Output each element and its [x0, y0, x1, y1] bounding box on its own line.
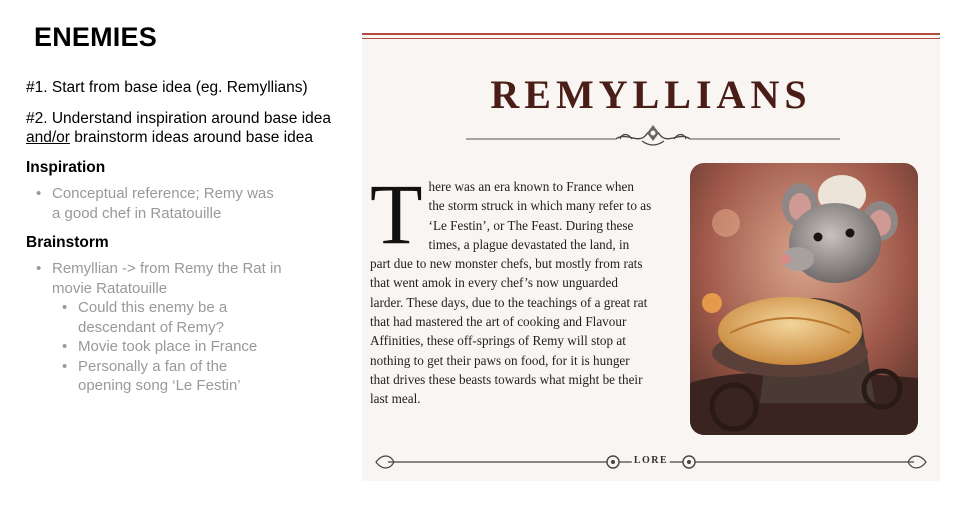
step-two: [26, 109, 346, 147]
slide-title: ENEMIES: [34, 22, 157, 52]
bullet-icon: •: [36, 260, 42, 277]
lore-card: [362, 33, 940, 481]
lore-footer-label: LORE: [633, 455, 669, 466]
bullet-icon: •: [36, 185, 42, 202]
sub-bullet-text: Personally a fan of the opening song ‘Le Festin’: [78, 357, 241, 394]
brainstorm-heading: Brainstorm: [26, 234, 109, 251]
ornament-divider-icon: [466, 121, 840, 151]
bullet-icon: •: [62, 338, 68, 355]
lore-body-text: here was an era known to France when the storm struck in which many refer to as ‘Le Festin’, or The Feast. During these times, a plague devastated the land, in part due to new monster chefs, but mostly from rats that went amok in every chef’s now unguarded larder. These days, due to the teachings of a great rat that had mastered the art of cooking and Flavour Affinities, these off-springs of Remy will stop at nothing to get their paws on food, for it is hunger that drives these beasts towards what might be their last meal.: [370, 179, 652, 407]
list-item: [26, 298, 346, 337]
step-two-end: brainstorm ideas around base idea: [69, 129, 313, 146]
lore-footer: [370, 449, 932, 475]
list-item: [26, 259, 346, 298]
inspiration-bullet-text: Conceptual reference; Remy was a good chef in Ratatouille: [52, 185, 274, 222]
sub-bullet-text: Could this enemy be a descendant of Remy?: [78, 299, 228, 336]
notes-panel: [26, 78, 346, 396]
inspiration-list: [26, 184, 346, 223]
brainstorm-list: [26, 259, 346, 396]
step-one: #1. Start from base idea (eg. Remyllians): [26, 79, 308, 96]
lore-body: [370, 166, 652, 409]
drop-cap: T: [370, 166, 423, 262]
inspiration-heading: Inspiration: [26, 159, 106, 176]
step-two-start: #2. Understand inspiration around base idea: [26, 110, 332, 127]
rat-chef-illustration: [690, 163, 918, 435]
list-item: [26, 357, 346, 396]
sub-bullet-text: Movie took place in France: [78, 338, 258, 355]
bullet-icon: •: [62, 357, 68, 375]
lore-title: REMYLLIANS: [490, 72, 812, 117]
bullet-icon: •: [62, 299, 68, 316]
list-item: [26, 337, 346, 357]
step-two-underlined: and/or: [26, 129, 70, 146]
lore-top-border-thin: [362, 38, 940, 39]
lore-top-border: [362, 33, 940, 35]
list-item: [26, 184, 346, 223]
brainstorm-bullet-text: Remyllian -> from Remy the Rat in movie Ratatouille: [52, 260, 282, 297]
